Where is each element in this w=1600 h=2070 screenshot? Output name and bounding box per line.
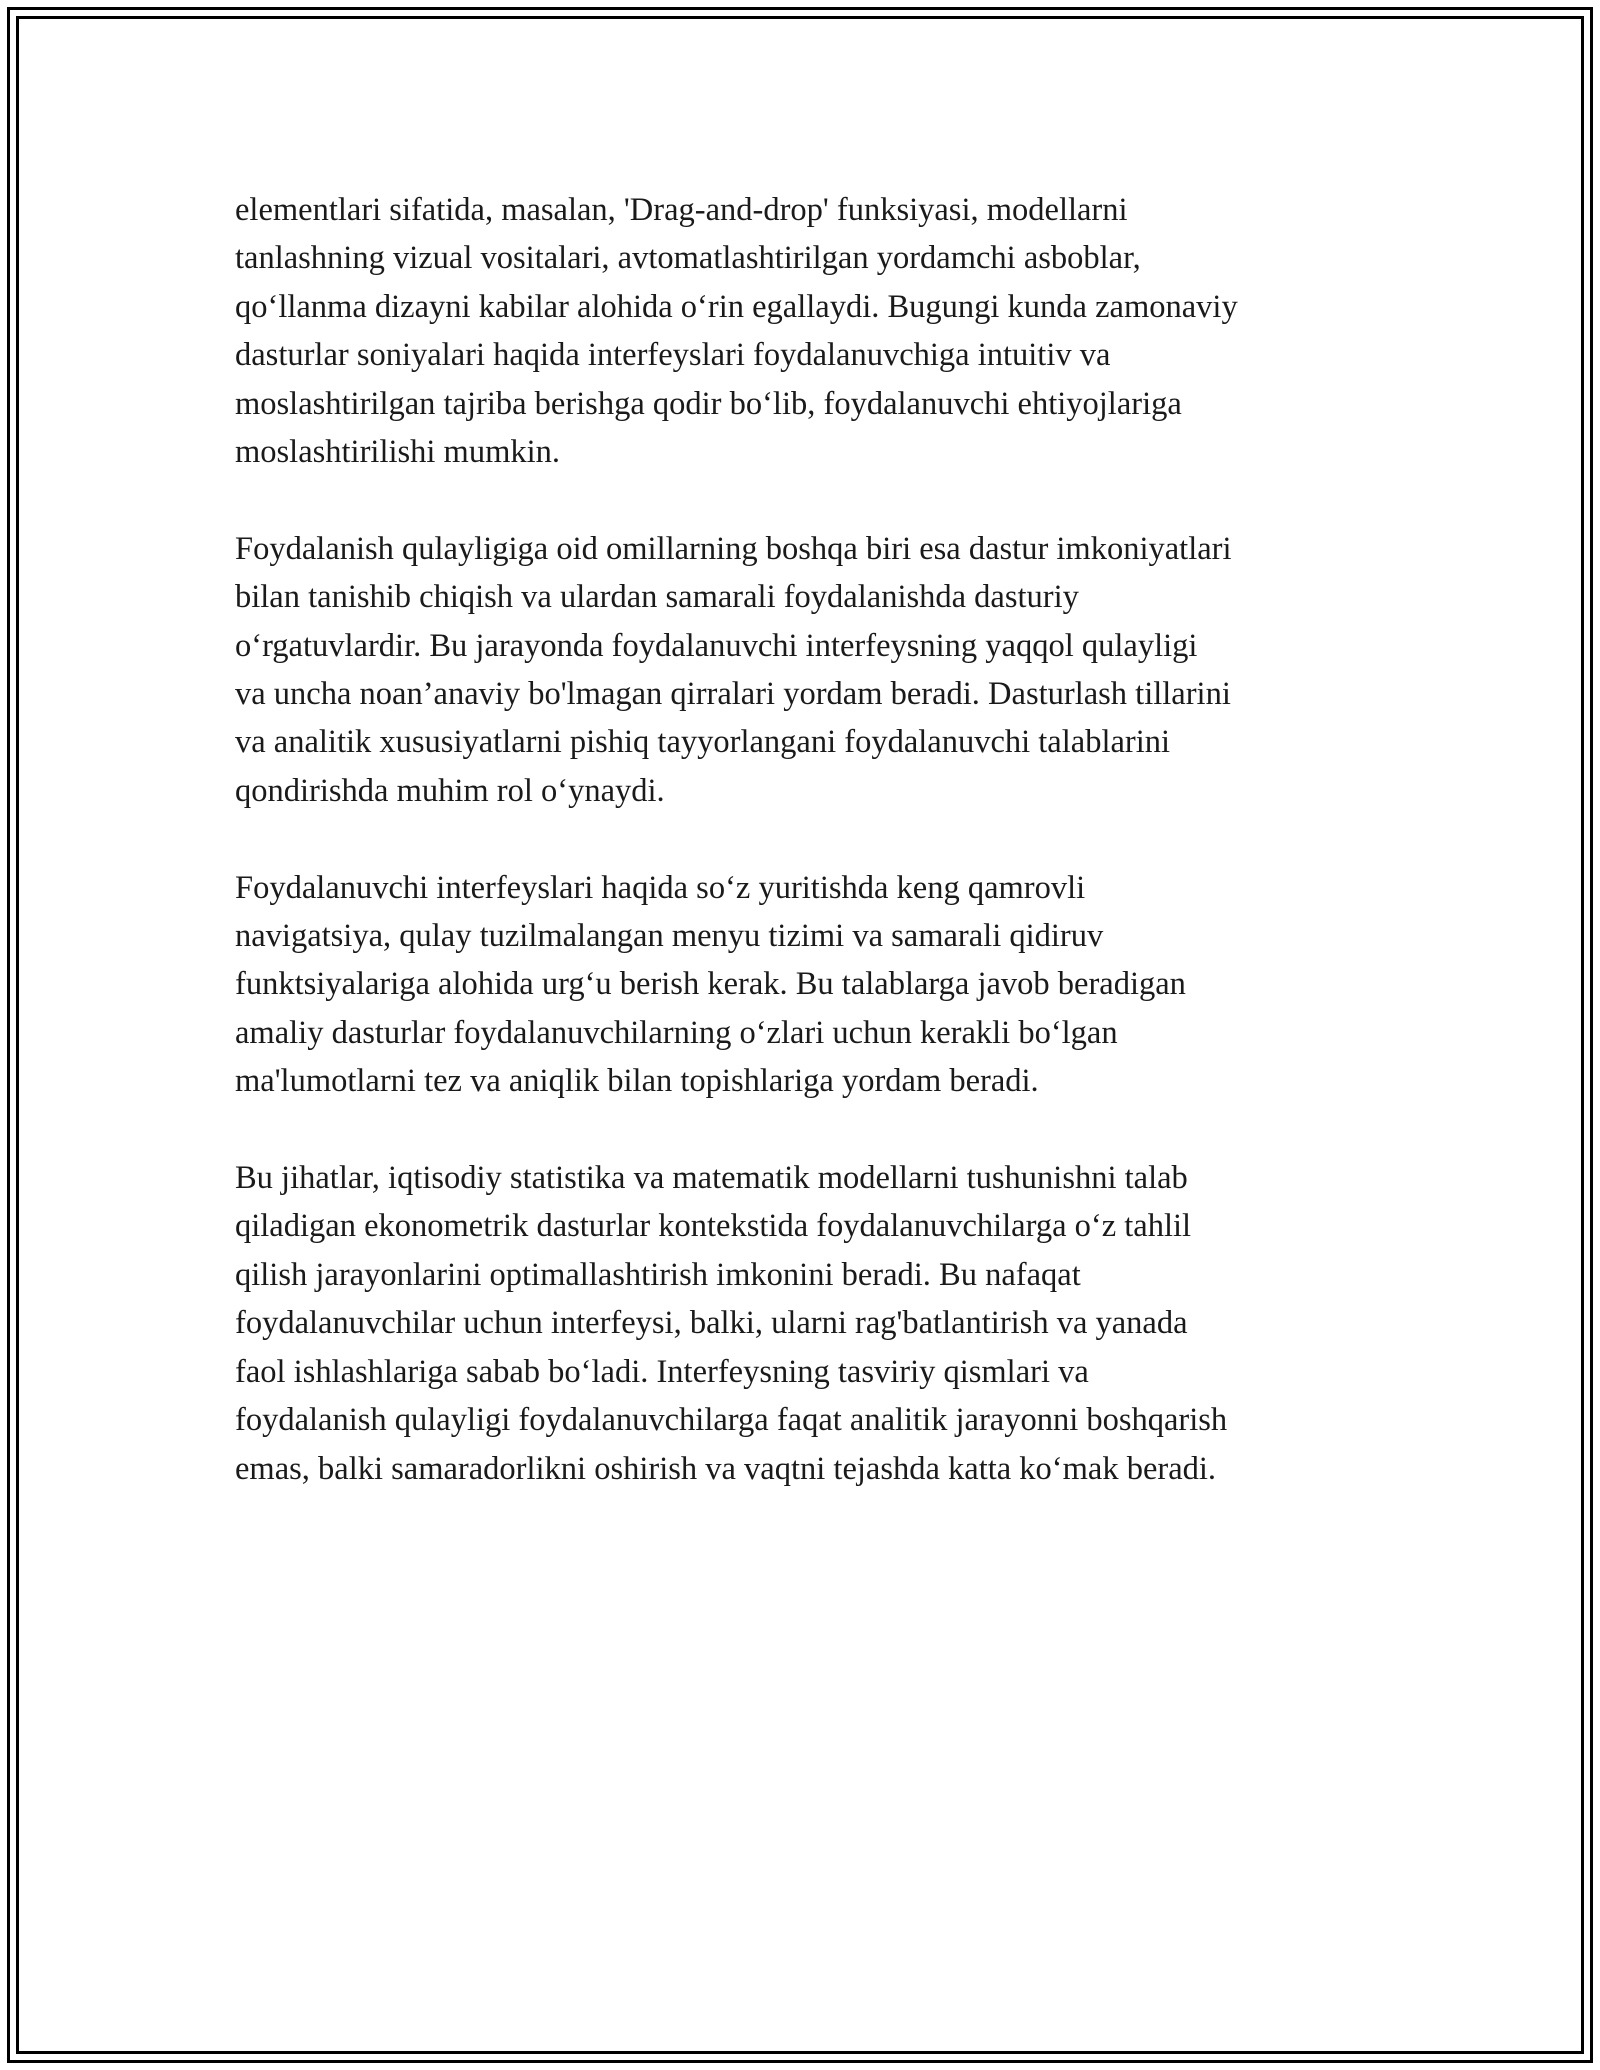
text-line: funktsiyalariga alohida urg‘u berish kerak. Bu talablarga javob beradigan [235, 966, 1186, 1003]
text-line: qondirishda muhim rol o‘ynaydi. [235, 772, 665, 809]
text-line: Foydalanish qulayligiga oid omillarning boshqa biri esa dastur imkoniyatlari [235, 530, 1232, 567]
paragraph-3 [235, 864, 1395, 1106]
text-line: navigatsiya, qulay tuzilmalangan menyu tizimi va samarali qidiruv [235, 918, 1104, 955]
text-line: amaliy dasturlar foydalanuvchilarning o‘zlari uchun kerakli bo‘lgan [235, 1014, 1118, 1051]
text-line: tanlashning vizual vositalari, avtomatlashtirilgan yordamchi asboblar, [235, 240, 1141, 277]
text-line: Bu jihatlar, iqtisodiy statistika va matematik modellarni tushunishni talab [235, 1160, 1188, 1197]
text-line: faol ishlashlariga sabab bo‘ladi. Interfeysning tasviriy qismlari va [235, 1353, 1089, 1390]
text-line: moslashtirilgan tajriba berishga qodir bo‘lib, foydalanuvchi ehtiyojlariga [235, 385, 1182, 422]
paragraph-2 [235, 525, 1395, 815]
text-line: va uncha noan’anaviy bo'lmagan qirralari yordam beradi. Dasturlash tillarini [235, 676, 1231, 713]
text-line: bilan tanishib chiqish va ulardan samarali foydalanishda dasturiy [235, 579, 1079, 616]
document-body [235, 186, 1395, 1541]
paragraph-1 [235, 186, 1395, 476]
text-line: moslashtirilishi mumkin. [235, 434, 561, 471]
text-line: ma'lumotlarni tez va aniqlik bilan topishlariga yordam beradi. [235, 1063, 1039, 1100]
text-line: foydalanuvchilar uchun interfeysi, balki, ularni rag'batlantirish va yanada [235, 1305, 1188, 1342]
text-line: o‘rgatuvlardir. Bu jarayonda foydalanuvchi interfeysning yaqqol qulayligi [235, 627, 1198, 664]
text-line: elementlari sifatida, masalan, 'Drag-and-drop' funksiyasi, modellarni [235, 192, 1128, 228]
text-line: emas, balki samaradorlikni oshirish va vaqtni tejashda katta ko‘mak beradi. [235, 1450, 1217, 1487]
text-line: qiladigan ekonometrik dasturlar kontekstida foydalanuvchilarga o‘z tahlil [235, 1208, 1192, 1245]
text-line: va analitik xususiyatlarni pishiq tayyorlangani foydalanuvchi talablarini [235, 724, 1171, 761]
paragraph-4 [235, 1154, 1395, 1493]
text-line: foydalanish qulayligi foydalanuvchilarga faqat analitik jarayonni boshqarish [235, 1402, 1228, 1439]
text-line: dasturlar soniyalari haqida interfeyslari foydalanuvchiga intuitiv va [235, 337, 1111, 374]
text-line: Foydalanuvchi interfeyslari haqida so‘z yuritishda keng qamrovli [235, 869, 1086, 906]
text-line: qo‘llanma dizayni kabilar alohida o‘rin egallaydi. Bugungi kunda zamonaviy [235, 288, 1238, 325]
text-line: qilish jarayonlarini optimallashtirish imkonini beradi. Bu nafaqat [235, 1256, 1081, 1293]
